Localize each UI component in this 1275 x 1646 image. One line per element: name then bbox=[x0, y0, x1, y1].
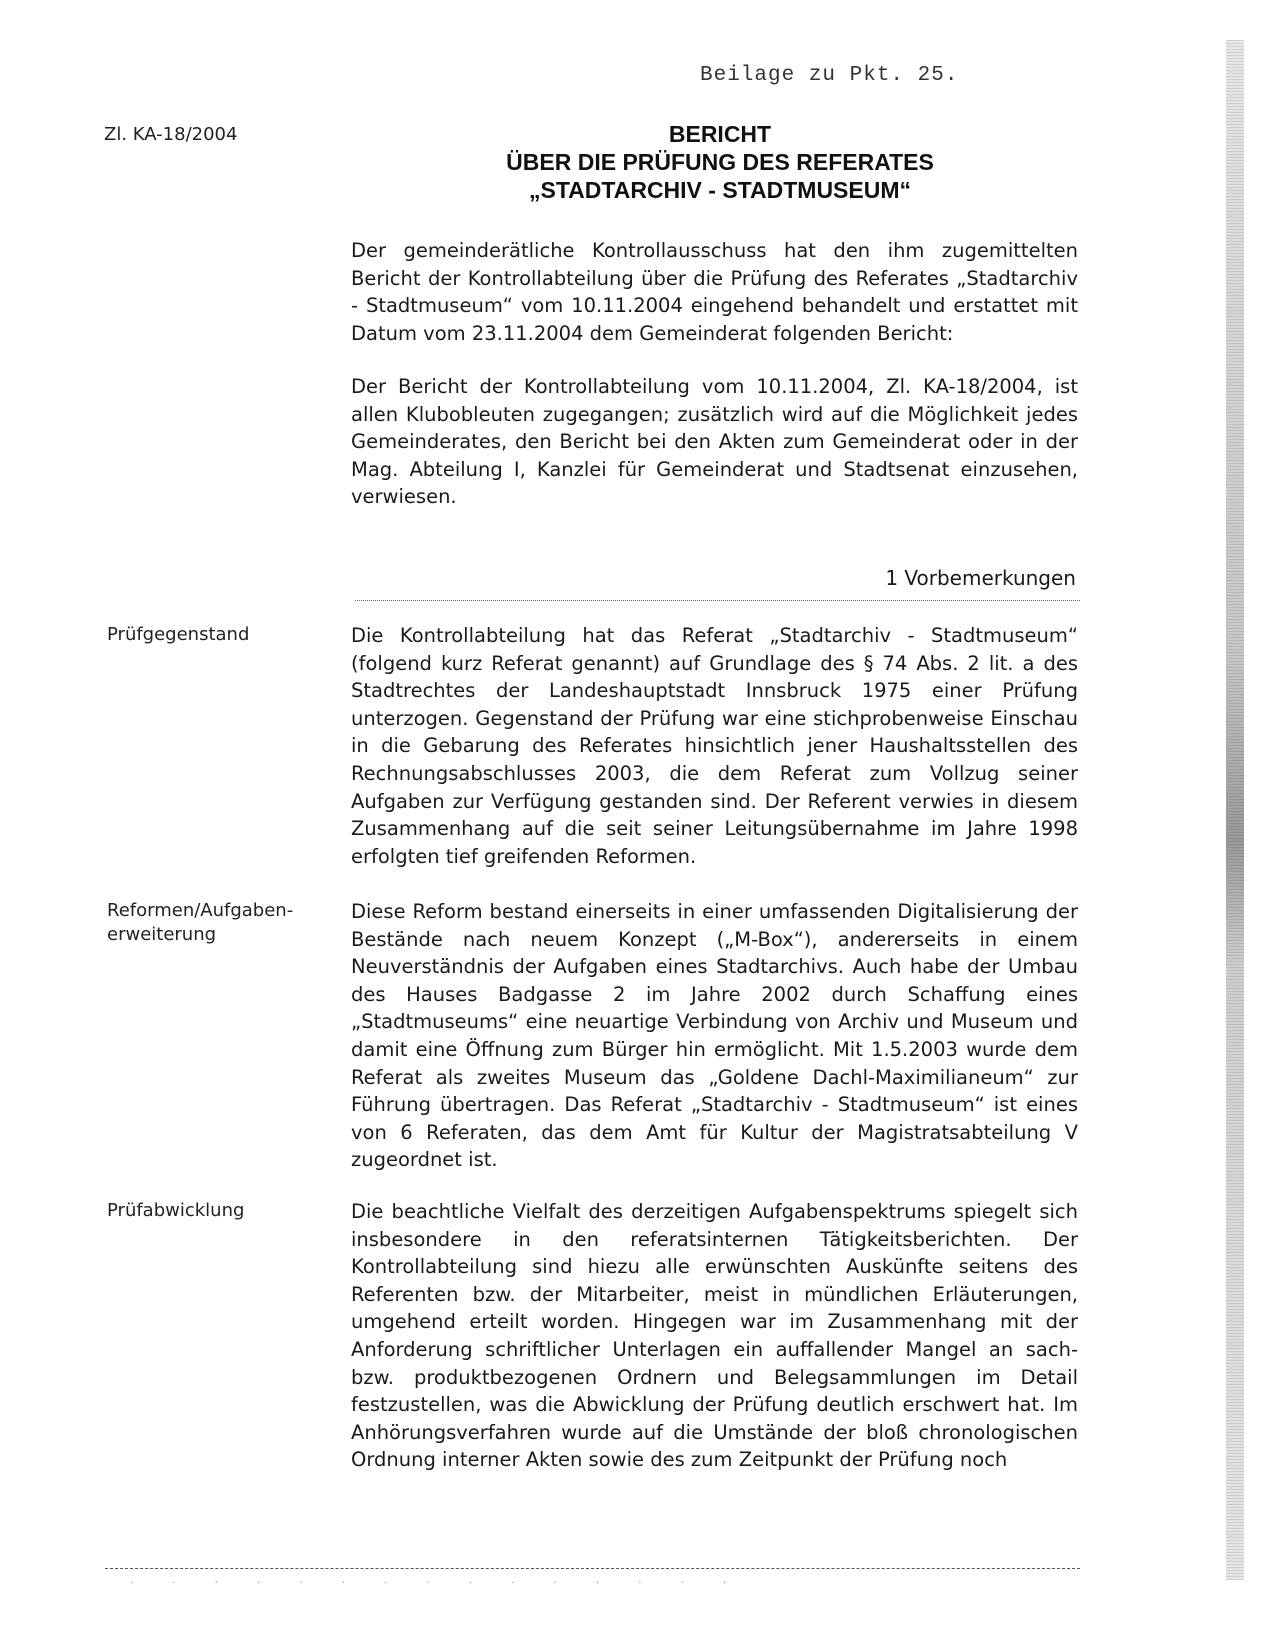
section-heading bbox=[355, 566, 1080, 601]
scan-edge-shadow bbox=[1226, 40, 1244, 1580]
margin-label-reformen: Reformen/Aufgabenerweiterung bbox=[107, 900, 294, 945]
intro-paragraph-1: Der gemeinderätliche Kontrollausschuss hat den ihm zugemittelten Bericht der Kontrollabteilung über die Prüfung des Referates „Stadtarchiv - Stadtmuseum“ vom 10.11.2004 eingehend behandelt und erstattet mit Datum vom 23.11.2004 dem Gemeinderat folgenden Bericht: bbox=[351, 239, 1078, 345]
margin-label-pruefgegenstand: Prüfgegenstand bbox=[107, 624, 250, 645]
footer-scan-artifact: · · · · · · · · · · · · · · · bbox=[130, 1578, 745, 1586]
attachment-note: Beilage zu Pkt. 25. bbox=[700, 64, 959, 87]
title-line-2: ÜBER DIE PRÜFUNG DES REFERATES bbox=[506, 149, 934, 175]
paragraph-reformen: Diese Reform bestand einerseits in einer umfassenden Digitalisierung der Bestände nach neuem Konzept („M-Box“), andererseits in einem Neuverständnis der Aufgaben eines Stadtarchivs. Auch habe der Umbau des Hauses Badgasse 2 im Jahre 2002 durch Schaffung eines „Stadtmuseums“ eine neuartige Verbindung von Archiv und Museum und damit eine Öffnung zum Bürger hin ermöglicht. Mit 1.5.2003 wurde dem Referat als zweites Museum das „Goldene Dachl-Maximilianeum“ zur Führung übertragen. Das Referat „Stadtarchiv - Stadtmuseum“ ist eines von 6 Referaten, das dem Amt für Kultur der Magistratsabteilung V zugeordnet ist. bbox=[351, 900, 1078, 1172]
paragraph-pruefabwicklung: Die beachtliche Vielfalt des derzeitigen Aufgabenspektrums spiegelt sich insbesondere in den referatsinternen Tätigkeitsberichten. Der Kontrollabteilung sind hiezu alle erwünschten Auskünfte seitens des Referenten bzw. der Mitarbeiter, meist in mündlichen Erläuterungen, umgehend erteilt worden. Hingegen war im Zusammenhang mit der Anforderung schriftlicher Unterlagen ein auffallender Mangel an sach- bzw. produktbezogenen Ordnern und Belegsammlungen im Detail festzustellen, was die Abwicklung der Prüfung deutlich erschwert hat. Im Anhörungsverfahren wurde auf die Umstände der bloß chronologischen Ordnung interner Akten sowie des zum Zeitpunkt der Prüfung noch bbox=[351, 1200, 1078, 1472]
margin-label-pruefabwicklung: Prüfabwicklung bbox=[107, 1200, 245, 1221]
report-title bbox=[440, 120, 1000, 204]
title-line-3: „STADTARCHIV - STADTMUSEUM“ bbox=[528, 177, 912, 203]
intro-paragraph-2: Der Bericht der Kontrollabteilung vom 10.11.2004, Zl. KA-18/2004, ist allen Klubobleuten zugegangen; zusätzlich wird auf die Möglichkeit jedes Gemeinderates, den Bericht bei den Akten zum Gemeinderat oder in der Mag. Abteilung I, Kanzlei für Gemeinderat und Stadtsenat einzusehen, verwiesen. bbox=[351, 375, 1078, 509]
paragraph-pruefgegenstand: Die Kontrollabteilung hat das Referat „Stadtarchiv - Stadtmuseum“ (folgend kurz Referat genannt) auf Grundlage des § 74 Abs. 2 lit. a des Stadtrechtes der Landeshauptstadt Innsbruck 1975 einer Prüfung unterzogen. Gegenstand der Prüfung war eine stichprobenweise Einschau in die Gebarung des Referates hinsichtlich jener Haushaltsstellen des Rechnungsabschlusses 2003, die dem Referat zum Vollzug seiner Aufgaben zur Verfügung gestanden sind. Der Referent verwies in diesem Zusammenhang auf die seit seiner Leitungsübernahme im Jahre 1998 erfolgten tief greifenden Reformen. bbox=[351, 624, 1078, 868]
reference-number: Zl. KA-18/2004 bbox=[104, 124, 238, 145]
footer-divider bbox=[105, 1568, 1080, 1569]
title-line-1: BERICHT bbox=[668, 121, 772, 147]
section-heading-text: 1 Vorbemerkungen bbox=[885, 566, 1076, 590]
